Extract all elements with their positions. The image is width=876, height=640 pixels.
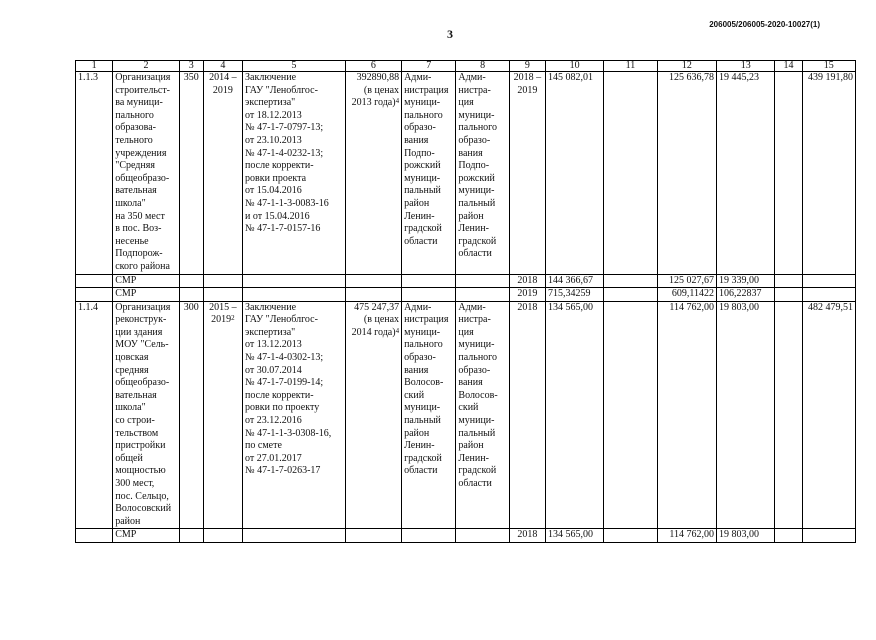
work-type-label: СМР	[113, 288, 179, 302]
financing-year: 2018 – 2019	[509, 72, 545, 275]
row-number: 1.1.4	[76, 301, 113, 529]
col-13-value: 19 339,00	[717, 274, 775, 288]
work-type-label: СМР	[113, 529, 179, 543]
row-number: 1.1.3	[76, 72, 113, 275]
column-header: 15	[802, 61, 855, 72]
column-header: 13	[717, 61, 775, 72]
col-12-value: 114 762,00	[657, 529, 716, 543]
total-amount: 144 366,67	[545, 274, 603, 288]
column-header: 2	[113, 61, 179, 72]
table-row	[76, 274, 856, 288]
column-header: 14	[775, 61, 802, 72]
col-13-value: 106,22837	[717, 288, 775, 302]
col-11-value	[604, 72, 657, 275]
estimated-cost: 475 247,37 (в ценах 2014 года)$^4$	[345, 301, 401, 529]
column-header: 4	[203, 61, 242, 72]
financing-year: 2018	[509, 529, 545, 543]
capacity-value: 300	[179, 301, 203, 529]
column-number-row	[76, 61, 856, 72]
table-row	[76, 301, 856, 529]
customer: Адми- нистрация муници- пального образо- вания Волосов- ский муници- пальный район Ленин- градской области	[402, 301, 456, 529]
construction-period: 2015 – 2019$^2$	[203, 301, 242, 529]
col-12-value: 114 762,00	[657, 301, 716, 529]
document-code: 206005/206005-2020-10027(1)	[709, 20, 820, 29]
project-name: Организация реконструк- ции здания МОУ "Сель- цовская средняя общеобразо- вательная школа" со строи- тельством пристройки общей мощностью 300 мест, пос. Сельцо, Волосовский район	[113, 301, 179, 529]
construction-period: 2014 – 2019	[203, 72, 242, 275]
financing-year: 2018	[509, 274, 545, 288]
col-14-value	[775, 72, 802, 275]
total-amount: 134 565,00	[545, 301, 603, 529]
expert-conclusion: Заключение ГАУ "Леноблгос- экспертиза" от 18.12.2013 № 47-1-7-0797-13; от 23.10.2013 № 47-1-4-0232-13; после корректи- ровки проекта от 15.04.2016 № 47-1-1-3-0083-16 и от 15.04.2016 № 47-1-7-0157-16	[243, 72, 346, 275]
column-header: 9	[509, 61, 545, 72]
column-header: 12	[657, 61, 716, 72]
col-15-value: 482 479,51	[802, 301, 855, 529]
total-amount: 715,34259	[545, 288, 603, 302]
column-header: 1	[76, 61, 113, 72]
budget-table	[75, 60, 856, 543]
capacity-value: 350	[179, 72, 203, 275]
column-header: 5	[243, 61, 346, 72]
column-header: 7	[402, 61, 456, 72]
column-header: 11	[604, 61, 657, 72]
project-name: Организация строительст- ва муници- пального образова- тельного учреждения "Средняя общеобразо- вательная школа" на 350 мест в пос. Воз- несенье Подпорож- ского района	[113, 72, 179, 275]
col-15-value: 439 191,80	[802, 72, 855, 275]
col-12-value: 125 636,78	[657, 72, 716, 275]
col-12-value: 125 027,67	[657, 274, 716, 288]
recipient: Адми- нистра- ция муници- пального образо- вания Подпо- рожский муници- пальный район Ленин- градской области	[456, 72, 509, 275]
column-header: 3	[179, 61, 203, 72]
expert-conclusion: Заключение ГАУ "Леноблгос- экспертиза" от 13.12.2013 № 47-1-4-0302-13; от 30.07.2014 № 47-1-7-0199-14; после корректи- ровки по проекту от 23.12.2016 № 47-1-1-3-0308-16, по смете от 27.01.2017 № 47-1-7-0263-17	[243, 301, 346, 529]
table-row	[76, 288, 856, 302]
col-14-value	[775, 301, 802, 529]
total-amount: 145 082,01	[545, 72, 603, 275]
column-header: 6	[345, 61, 401, 72]
table-row	[76, 72, 856, 275]
estimated-cost: 392890,88 (в ценах 2013 года)$^4$	[345, 72, 401, 275]
customer: Адми- нистрация муници- пального образо- вания Подпо- рожский муници- пальный район Ленин- градской области	[402, 72, 456, 275]
column-header: 10	[545, 61, 603, 72]
col-13-value: 19 803,00	[717, 529, 775, 543]
table-row	[76, 529, 856, 543]
col-13-value: 19 445,23	[717, 72, 775, 275]
recipient: Адми- нистра- ция муници- пального образо- вания Волосов- ский муници- пальный район Ленин- градской области	[456, 301, 509, 529]
total-amount: 134 565,00	[545, 529, 603, 543]
col-12-value: 609,11422	[657, 288, 716, 302]
financing-year: 2019	[509, 288, 545, 302]
col-11-value	[604, 301, 657, 529]
page-number: 3	[447, 27, 453, 41]
financing-year: 2018	[509, 301, 545, 529]
col-13-value: 19 803,00	[717, 301, 775, 529]
work-type-label: СМР	[113, 274, 179, 288]
column-header: 8	[456, 61, 509, 72]
